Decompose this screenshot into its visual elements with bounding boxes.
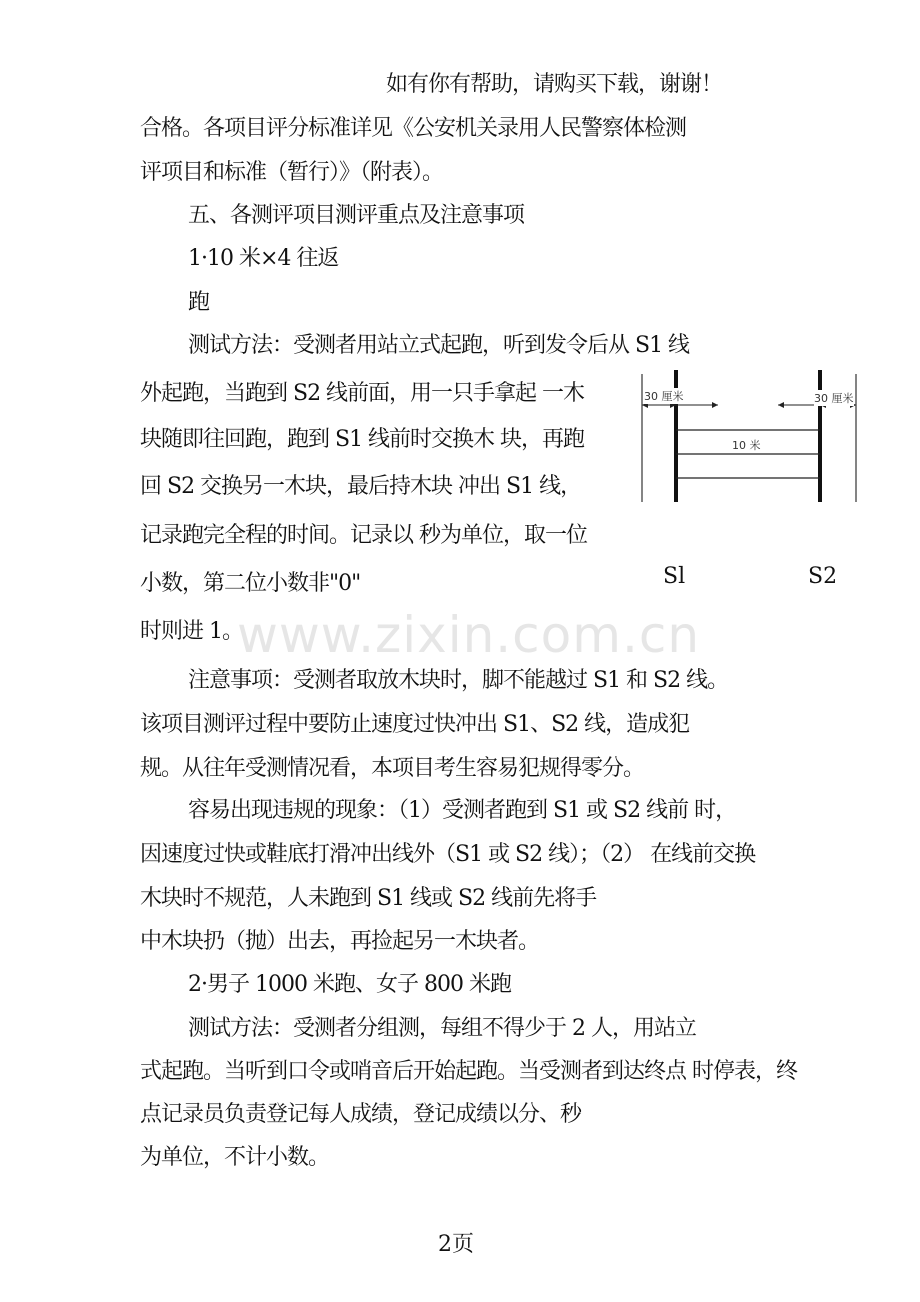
body-line: 时则进 1。 [140, 619, 243, 644]
body-line: 点记录员负责登记每人成绩，登记成绩以分、秒 [140, 1102, 582, 1127]
s2-label: S2 [808, 564, 838, 589]
s1-label: Sl [663, 564, 686, 589]
body-line: 容易出现违规的现象：（1）受测者跑到 S1 或 S2 线前 时， [188, 798, 737, 823]
body-line: 回 S2 交换另一木块，最后持木块 冲出 S1 线， [140, 474, 582, 499]
body-line: 因速度过快或鞋底打滑冲出线外（S1 或 S2 线）；（2） 在线前交换 [140, 842, 756, 867]
body-line: 小数，第二位小数非"0" [140, 571, 361, 596]
body-line: 测试方法：受测者分组测，每组不得少于 2 人，用站立 [188, 1016, 696, 1041]
body-line: 式起跑。当听到口令或哨音后开始起跑。当受测者到达终点 时停表，终 [140, 1059, 797, 1084]
watermark: www.zixin.com.cn [237, 606, 701, 664]
page-number: 2页 [438, 1232, 474, 1257]
body-line: 木块时不规范，人未跑到 S1 线或 S2 线前先将手 [140, 886, 597, 911]
left-margin-label: 30 厘米 [644, 390, 684, 403]
body-line: 外起跑，当跑到 S2 线前面，用一只手拿起 一木 [140, 381, 585, 406]
shuttle-run-diagram [636, 364, 866, 514]
right-margin-label: 30 厘米 [814, 392, 854, 405]
body-line: 合格。各项目评分标准详见《公安机关录用人民警察体检测 [140, 116, 687, 141]
body-line: 该项目测评过程中要防止速度过快冲出 S1、S2 线，造成犯 [140, 712, 690, 737]
body-line: 规。从往年受测情况看，本项目考生容易犯规得零分。 [140, 756, 645, 781]
body-line: 评项目和标准（暂行）》（附表）。 [140, 160, 444, 185]
distance-label: 10 米 [732, 439, 761, 452]
subsection-heading: 跑 [188, 290, 210, 315]
subsection-heading: 2·男子 1000 米跑、女子 800 米跑 [188, 972, 511, 997]
body-line: 注意事项：受测者取放木块时，脚不能越过 S1 和 S2 线。 [188, 668, 729, 693]
body-line: 中木块扔（抛）出去，再捡起另一木块者。 [140, 929, 540, 954]
body-line: 块随即往回跑，跑到 S1 线前时交换木 块，再跑 [140, 427, 585, 452]
body-line: 测试方法：受测者用站立式起跑，听到发令后从 S1 线 [188, 333, 690, 358]
section-heading: 五、各测评项目测评重点及注意事项 [188, 203, 525, 228]
body-line: 为单位，不计小数。 [140, 1145, 330, 1170]
body-line: 记录跑完全程的时间。记录以 秒为单位，取一位 [140, 523, 587, 548]
subsection-heading: 1·10 米×4 往返 [188, 246, 339, 271]
page-header: 如有你有帮助，请购买下载，谢谢！ [386, 72, 723, 97]
